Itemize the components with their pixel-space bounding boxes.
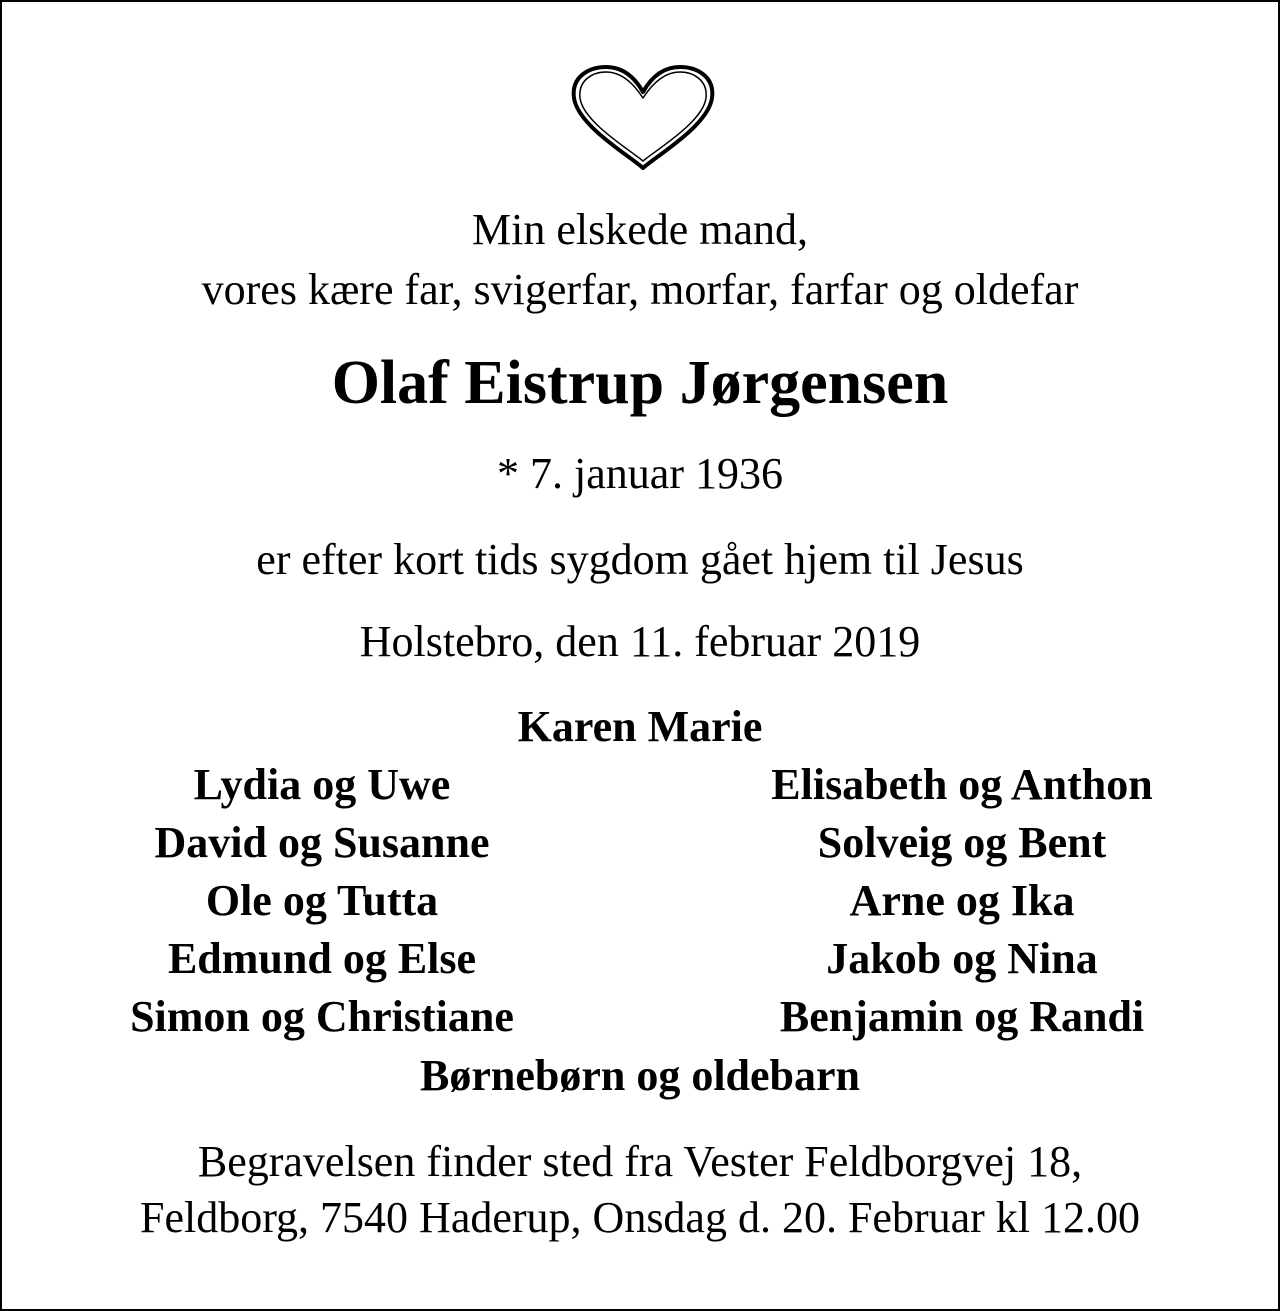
mourner-grandchildren: Børnebørn og oldebarn xyxy=(419,1051,861,1100)
mourner-right-2: Solveig og Bent xyxy=(817,818,1107,867)
mourner-widow: Karen Marie xyxy=(517,702,763,751)
deceased-name: Olaf Eistrup Jørgensen xyxy=(331,349,949,417)
funeral-line-2: Feldborg, 7540 Haderup, Onsdag d. 20. Februar kl 12.00 xyxy=(139,1193,1141,1242)
mourner-right-3: Arne og Ika xyxy=(849,876,1075,925)
funeral-line-1: Begravelsen finder sted fra Vester Feldborgvej 18, xyxy=(197,1137,1083,1186)
mourner-left-3: Ole og Tutta xyxy=(205,876,439,925)
mourner-left-1: Lydia og Uwe xyxy=(193,760,451,809)
birth-date: * 7. januar 1936 xyxy=(497,449,783,498)
mourner-left-4: Edmund og Else xyxy=(167,934,477,983)
mourner-left-5: Simon og Christiane xyxy=(130,992,514,1041)
heart-outline-icon xyxy=(570,64,716,172)
intro-line-2: vores kære far, svigerfar, morfar, farfar og oldefar xyxy=(201,265,1079,314)
place-and-date: Holstebro, den 11. februar 2019 xyxy=(359,617,921,666)
mourner-right-1: Elisabeth og Anthon xyxy=(771,760,1153,809)
passing-text: er efter kort tids sygdom gået hjem til Jesus xyxy=(256,535,1024,584)
mourner-right-5: Benjamin og Randi xyxy=(779,992,1145,1041)
mourner-right-4: Jakob og Nina xyxy=(826,934,1098,983)
mourner-left-2: David og Susanne xyxy=(154,818,490,867)
intro-line-1: Min elskede mand, xyxy=(471,205,809,254)
